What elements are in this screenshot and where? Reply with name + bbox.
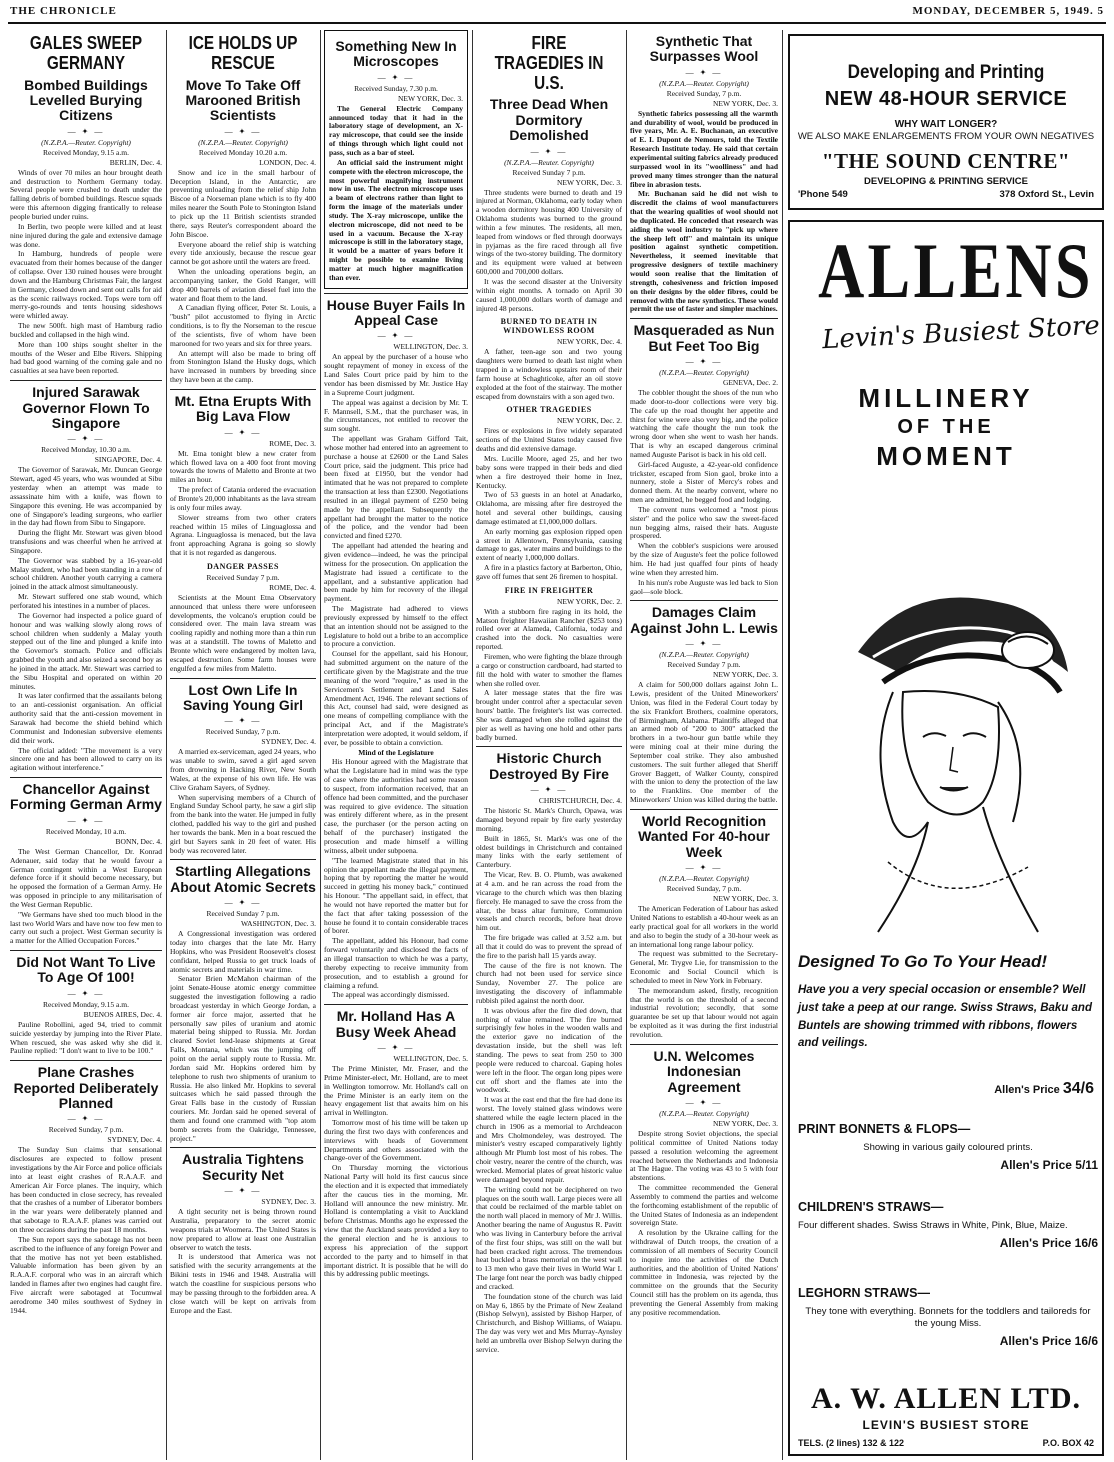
received: Received Sunday, 7 p.m.	[666, 884, 742, 894]
dateline: NEW YORK, Dec. 2.	[557, 416, 622, 426]
column-3: Something New In Microscopes — ✦ — Received Sunday, 7.30 p.m. NEW YORK, Dec. 3. The General Electric Company announced today that it had in the laboratory stage of development, an X-ray microscope, that could see the inside of things through which light could not pass, such as a bar of steel. An official said the instrument might compete with the electron microscope, the most powerful magnifying instrument now in use. The electron microscope uses a beam of electrons rather than light to form the image of the materials under study. The X-ray microscope, unlike the electron microscope, did not need to be used in a vacuum. Because the X-ray microscope is still in the laboratory stage, it would be a matter of years before it might be possible to examine living matter at much higher magnification than ever. House Buyer Fails In Appeal Case — ✦ — WELLINGTON, Dec. 3. An appeal by the purchaser of a house who sought repayment of money in excess of the Land Sales Court price paid by him to the vendor has been dismissed by Mr. Justice Hay in a Supreme Court judgment. The appeal was against a decision by Mr. T. F. Mannsell, S.M., that the purchaser was, in the circumstances, not entitled to recover the sum sought. The appellant was Graham Gifford Tait, whose mother had entered into an agreement to purchase a house at £2600 or the Land Sales Court price, said the judgment. This price had been fixed at £1950, but the vendor had intimated that he was not prepared to complete the transaction at less than £2300. Negotiations resulted in an illegal payment of £250 being made by the appellant. Subsequently the appellant had brought the matter to the notice of the police, and the vendor had been convicted and fined £270. The appellant had attended the hearing and given evidence—indeed, he was the principal witness for the prosecution. On application the Magistrate had issued a certificate to the appellant, and a substantive application had been made by him for recovery of the illegal payment. The Magistrate had adhered to views previously expressed by himself to the effect that an intention should not be assigned to the Legislature to hold out a bribe to an accomplice to procure a conviction. Counsel for the appellant, said his Honour, had submitted argument on the nature of the certificate given by the Magistrate and the true meaning of the word "require," as used in the Servicemen's Settlement and Land Sales Amendment Act, 1946. The relevant sections of this Act, counsel had said, were designed as one means of compelling compliance with the principal Act, and if the Magistrate's interpretation were adopted, it would seldom, if ever, be possible to obtain a conviction. Mind of the Legislature His Honour agreed with the Magistrate that what the Legislature had in mind was the type of case where the authorities had some reason to suspect, from information received, that an offence had been committed, and the purchaser was required to give evidence. The situation was entirely different where, as in the present case, the purchaser (or the person acting on behalf of the purchaser) instigated the prosecution and made himself a willing witness, albeit under subpoena. "The learned Magistrate stated that in his opinion the appellant made the illegal payment, hoping that by reporting the matter he would succeed in getting his money back," continued his Honour. "The appellant said, in effect, that he would not have reported the matter but for the fact that after taking possession of the house he found it to contain considerable traces of borer. The appellant, added his Honour, had come forward voluntarily and disclosed the facts of an illegal transaction to which he was a party, thereby expecting to receive immunity from prosecution, and to establish a ground for claiming a refund. The appeal was accordingly dismissed. Mr. Holland Has A Busy Week Ahead — ✦ — WELLINGTON, Dec. 5. The Prime Minister, Mr. Fraser, and the Prime Minister-elect, Mr. Holland, are to meet in Wellington tomorrow. Mr. Holland's call on the Prime Minister is an early item on the heavy engagement list that awaits him on his arrival in Wellington. Tomorrow most of his time will be taken up during the first two days with conferences and interviews with heads of Government Departments and others associated with the change-over of the Government. On Thursday morning the victorious National Party will hold its first caucus since the election and it is expected that immediately after the caucus ties in the morning, Mr. Holland will announce the new ministry. Mr. Holland is contemplating a visit to Auckland before Christmas. Months ago he expressed the view that the Auckland seats provided a key to the general election and he is anxious to express his appreciation of the support accorded to the party and to himself in that important district. It is possible that he will do this by addressing public meetings.	[324, 30, 468, 1460]
received: Received Monday, 10 a.m.	[45, 826, 127, 836]
subhead: OTHER TRAGEDIES	[506, 405, 592, 415]
column-4: FIRE TRAGEDIES IN U.S. Three Dead When Dormitory Demolished — ✦ — (N.Z.P.A.—Reuter. Copyright) Received Sunday 7 p.m. NEW YORK, Dec. 3. Three students were burned to death and 19 injured at Norman, Oklahoma, early today when a wooden dormitory housing 400 University of Oklahoma students was burned to the ground within a few minutes. The residents, all men, leaped from windows or fled through doorways in pyjamas as the fire raced through all five wings of the two-storey building. The dormitory and its equipment were valued at between 600,000 and 700,000 dollars. It was the second disaster at the University within eight months. A tornado on April 30 caused 1,000,000 dollars worth of damage and injured 48 persons. BURNED TO DEATH IN WINDOWLESS ROOM NEW YORK, Dec. 4. A father, teen-age son and two young daughters were burned to death last night when trapped in a windowless upstairs room of their farm house at Schaghticoke, after an oil stove exploded at the foot of the stairway. The mother escaped from downstairs with a son aged two. OTHER TRAGEDIES NEW YORK, Dec. 2. Fires or explosions in five widely separated sections of the United States today caused five deaths and did extensive damage. Mrs. Lucille Moore, aged 25, and her two baby sons were trapped in their beds and died when a fire destroyed their home in Inez, Kentucky. Two of 53 guests in an hotel at Anadarko, Oklahoma, are missing after fire destroyed the hotel and several other buildings, causing damage estimated at £1,000,000 dollars. An early morning gas explosion ripped open a street in Allentown, Pennsylvania, causing damage to gas, water mains and buildings to the extent of nearly 1,000,000 dollars. A fire in a plastics factory at Barberton, Ohio, gave off fumes that sent 26 firemen to hospital. FIRE IN FREIGHTER NEW YORK, Dec. 2. With a stubborn fire raging in its hold, the Matson freighter Hawaiian Rancher ($253 tons) rolled over at Alameda, California, today and crashed into the dock. No casualties were reported. Firemen, who were fighting the blaze through a cargo or construction cardboard, had started to fill the hold with water to smother the flames when she rolled over. A later message states that the fire was brought under control after a spectacular seven hours' battle. The freighter's list was corrected. She was damaged when she rolled against the pier as well as having one hold and other parts badly burned. Historic Church Destroyed By Fire — ✦ — CHRISTCHURCH, Dec. 4. The historic St. Mark's Church, Opawa, was damaged beyond repair by fire early yesterday morning. Built in 1865, St. Mark's was one of the oldest buildings in Christchurch and contained many links with the early settlement of Canterbury. The Vicar, Rev. B. O. Plumb, was awakened at 4 a.m. and he ran across the road from the vicarage to the church which was then blazing fiercely. He managed to save the cross from the altar, the brass altar furniture, Communion vessels and church records, before heat drove him out. The fire brigade was called at 3.52 a.m. but all that it could do was to prevent the spread of the fire to the parish hall 15 yards away. The cause of the fire is not known. The church had not been used for service since Sunday, November 27. The police are investigating the discovery of inflammable rubbish piled against the north door. It was obvious after the fire died down, that nothing of value remained. The fire burned surprisingly few holes in the wooden walls and the exterior gave no indication of the devastation inside, but the shell was left standing. The pews to seat from 250 to 300 people were reduced to charcoal. Gaping holes were left in the floor. The organ long pipes were cut off short and the flames ate into the woodwork. It was at the east end that the fire had done its worst. The lovely stained glass windows were shattered while the eagle lectern placed in the church in 1906 as a memorial to Archdeacon and Mrs Cholmondeley, was destroyed. The minister's vestry escaped comparatively lightly although Mr Plumb lost most of his robes. The choir vestry, nearer the centre of the church, was wrecked. Memorial plates of great historic value were damaged beyond repair. The writing could not be deciphered on two plaques on the south wall. Large pieces were all that could be reclaimed of the marble tablet on the north wall placed in memory of Mr J. Willis. Another bearing the name of Augustus R. Pavitt who was living in Canterbury before the arrival of the first four ships, was still on the wall but had been cracked right across. The tremendous heat buckled a brass memorial on the west wall to 13 men who gave their lives in World War I. The large font near the porch was badly chipped and cracked. The foundation stone of the church was laid on May 6, 1865 by the Primate of New Zealand (Bishop Selwyn), assisted by Bishop Harper, of Christchurch, and Bishop Williams, of Waiapu. The day was very wet and Mrs Murray-Aynsley held an umbrella over Bishop Selwyn during the service.	[476, 33, 622, 1354]
dateline: WELLINGTON, Dec. 5.	[393, 1053, 468, 1063]
article-body: The cobbler thought the shoes of the nun who made door-to-door collections were very big. The cafe up the road thought her appetite and thirst for wine were also very big, and the police watching the cafe thought the nun took the wrong door when she went to wash her hands. That is why an escaped dangerous criminal named Auguste Parisot is back in his old cell. Girl-faced Auguste, a 42-year-old confidence trickster, escaped from Sion gaol, broke into a nunnery, stole a Sister of Mercy's robes and donned them. At the nearby convent, where no men are admitted, he begged food and lodging. The convent nuns welcomed a "most pious sister" and the police who saw the sweet-faced nun begging alms, raised their hats. Auguste prospered. When the cobbler's suspicions were aroused by the size of Auguste's feet the police followed him. He had just quaffed four pints of heady wine when they arrested him. In his nun's robe Auguste was led back to Sion gaol—sole block.	[630, 387, 778, 596]
dateline: SYDNEY, Dec. 4.	[107, 1135, 162, 1145]
column-1: GALES SWEEP GERMANY Bombed Buildings Levelled Burying Citizens — ✦ — (N.Z.P.A.—Reuter. Copyright) Received Monday, 9.15 a.m. BERLIN, Dec. 4. Winds of over 70 miles an hour brought death and destruction to Northern Germany today. Several people were crushed to death under the falling debris of bombed buildings. Rescue squads were this afternoon digging frantically to release people buried under ruins. In Berlin, two people were killed and at least nine injured during the gale and extensive damage was done. In Hamburg, hundreds of people were evacuated from their homes because of the danger of collapse. Over 130 ruined houses were brought down and the Hamburg Christmas Fair, the largest in Germany, closed down and sent out calls for aid as the scenic railways rocked. Tops were torn off merry-go-rounds and tents housing sideshows were whirled away. The new 500ft. high mast of Hamburg radio buckled and collapsed in the high wind. More than 100 ships sought shelter in the mouths of the Weser and Elbe Rivers. Shipping had bad good warning of the coming gale and no casualties at sea have been reported. Injured Sarawak Governor Flown To Singapore — ✦ — Received Monday, 10.30 a.m. SINGAPORE, Dec. 4. The Governor of Sarawak, Mr. Duncan George Stewart, aged 45 years, who was wounded at Sibu yesterday when an attempt was made to assassinate him with a knife, was flown to Singapore this evening. He was accompanied by one of Singapore's leading surgeons, who earlier in the day had flown from Sibu to Singapore. During the flight Mr. Stewart was given blood transfusions and was cheerful when he arrived at Singapore. The Governor was stabbed by a 16-year-old Malay student, who had been standing in a row of school children. Another youth carrying a camera joined in the attack almost simultaneously. Mr. Stewart suffered one stab wound, which perforated his intestines in a number of places. The Governor had inspected a police guard of honour and was walking slowly along rows of school children when suddenly a Malay youth stepped out of the line and plunged a knife into the Governor's stomach. Police and officials grabbed the youth and also seized a second boy as he joined in the attack. Mr. Stewart was carried to the Sibu Hospital and operated on within 20 minutes. It was later confirmed that the assailants belong to an anti-cessionist organisation. An official authority said that the anti-cession movement in Sarawak had become the shield behind which Communist and Indonesian subversive elements did their work. The official added: "The movement is a very sincere one and has been allowed to carry on its agitation without interference." Chancellor Against Forming German Army — ✦ — Received Monday, 10 a.m. BONN, Dec. 4. The West German Chancellor, Dr. Konrad Adenauer, said today that he would favour a German contingent within a West European defence force if it should become necessary, but he opposed the formation of a German Army. He was opposed in principle to any militarisation of the West German Republic. "We Germans have shed too much blood in the last two World Wars and have now too few men to carry out such a project. West German security is a matter for the Allied Occupation Forces." Did Not Want To Live To Age Of 100! — ✦ — Received Monday, 9.15 a.m. BUENOS AIRES, Dec. 4. Pauline Robollini, aged 94, tried to commit suicide yesterday by jumping into the River Plate. When rescued, she was asked why she did it. Pauline replied: "I don't want to live to be 100." Plane Crashes Reported Deliberately Planned — ✦ — Received Sunday, 7 p.m. SYDNEY, Dec. 4. The Sunday Sun claims that sensational disclosures are expected to follow present investigations by the Air Force and police officials into at least eight crashes of R.A.A.F. and American Air Force planes. The inquiry, which has been conducted in close secrecy, has revealed that the crashes of a number of Liberator bombers in the war years were deliberately planned and that sabotage to R.A.A.F. planes was carried out on three occasions during the past 18 months. The Sun report says the sabotage has not been ascribed to the influence of any foreign Power and that the motive has not yet been established. Valuable information has been given by an R.A.A.F. corporal who was in an aircraft which landed in flames after two engines had caught fire. Five aircraft were sabotaged at Tocumwal aerodrome 340 miles southwest of Sydney in 1944.	[10, 33, 162, 1315]
millinery-title: MILLINERY OF THE MOMENT	[858, 383, 1034, 471]
sound-centre-ad	[788, 34, 1104, 210]
article-body: With a stubborn fire raging in its hold, the Matson freighter Hawaiian Rancher ($253 tons) rolled over at Alameda, California, today and crashed into the dock. No casualties were reported. Firemen, who were fighting the blaze through a cargo or construction cardboard, had started to fill the hold with water to smother the flames when she rolled over. A later message states that the fire was brought under control after a spectacular seven hours' battle. The freighter's list was corrected. She was damaged when she rolled against the pier as well as having one hold and other parts badly burned.	[476, 606, 622, 742]
dateline: WASHINGTON, Dec. 3.	[240, 919, 316, 929]
hat-woman-illustration	[798, 522, 1098, 942]
article-body: Mt. Etna tonight blew a new crater from which flowed lava on a 400 foot front moving towards the towns of Maletto and Bronte at two miles an hour. The prefect of Catania ordered the evacuation of Bronte's 20,000 inhabitants as the lava stream is only four miles away. Slower streams from two other craters reached within 15 miles of Linguaglossa and Agrana. Linguaglossa is menaced, but the lava front approaching Agrana is going so slowly that it is not regarded as dangerous.	[170, 448, 316, 558]
article-body: The Governor of Sarawak, Mr. Duncan George Stewart, aged 45 years, who was wounded at Sibu yesterday when an attempt was made to assassinate him with a knife, was flown to Singapore this evening. He was accompanied by one of Singapore's leading surgeons, who earlier in the day had flown from Sibu to Singapore. During the flight Mr. Stewart was given blood transfusions and was cheerful when he arrived at Singapore. The Governor was stabbed by a 16-year-old Malay student, who had been standing in a row of school children. Another youth carrying a camera joined in the attack almost simultaneously. Mr. Stewart suffered one stab wound, which perforated his intestines in a number of places. The Governor had inspected a police guard of honour and was walking slowly along rows of school children when suddenly a Malay youth stepped out of the line and plunged a knife into the Governor's stomach. Police and officials grabbed the youth and also seized a second boy as he joined in the attack. Mr. Stewart was carried to the Sibu Hospital and operated on within 20 minutes. It was later confirmed that the assailants belong to an anti-cessionist organisation. An official authority said that the anti-cession movement in Sarawak had become the shield behind which Communist and Indonesian subversive elements did their work. The official added: "The movement is a very sincere one and has been allowed to carry on its agitation without interference."	[10, 465, 162, 773]
headline: Did Not Want To Live To Age Of 100!	[16, 954, 156, 986]
company-name: A. W. ALLEN LTD.	[810, 1382, 1081, 1415]
ad-question: WHY WAIT LONGER?	[894, 119, 998, 130]
article-body: A Congressional investigation was ordered today into charges that the late Mr. Harry Hopkins, who was President Roosevelt's closest confidant, helped Russia to get truck loads of atomic secrets and materials in war time. Senator Brien McMahon chairman of the joint Senate-House atomic energy committee suggested the investigation following a radio broadcast yesterday in which George Jordan, a former air force major, asserted that he personally saw piles of uranium and atomic material being shipped to Russia. Mr. Jordan cleared Soviet lend-lease shipments at Great Falls, Montana, which was the jumping off point on the aerial supply route to Russia. Mr. Jordan said Mr. Hopkins ordered him by telephone to rush two shipments of uranium to Russia. He also linked Mr. Hopkins to several suitcases which he said passed through the Great Falls base in the custody of Russian couriers. Mr. Jordan said he opened several of them and found one crammed with "top atom bomb secrets from the Oakridge, Tennessee, project."	[170, 929, 316, 1143]
article-body: The West German Chancellor, Dr. Konrad Adenauer, said today that he would favour a German contingent within a West European defence force if it should become necessary, but he opposed the formation of a German Army. He was opposed in principle to any militarisation of the West German Republic. "We Germans have shed too much blood in the last two World Wars and have now too few men to carry out such a project. West German security is a matter for the Allied Occupation Forces."	[10, 846, 162, 946]
article-body: Scientists at the Mount Etna Observatory announced that unless there were unforeseen developments, the volcano's eruption could be considered over. The main lava stream was cooling rapidly and nothing more than a thin run was at a standstill. The towns of Maletto and Bronte which were endangered by molten lava, escaped destruction. Some farm houses were engulfed a few miles from Maletto.	[170, 592, 316, 673]
dateline: NEW YORK, Dec. 3.	[713, 670, 778, 680]
dateline: SYDNEY, Dec. 3.	[261, 1197, 316, 1207]
dateline: NEW YORK, Dec. 2.	[557, 596, 622, 606]
dateline: ROME, Dec. 4.	[269, 582, 316, 592]
po-box: P.O. BOX 42	[1042, 1438, 1094, 1448]
date-page: MONDAY, DECEMBER 5, 1949. 5	[912, 5, 1104, 17]
dateline: GENEVA, Dec. 2.	[722, 377, 778, 387]
article-body: The American Federation of Labour has asked United Nations to establish a 40-hour week as an early practical goal for all workers in the world and also to begin the study of a 30-hour week as an international long range labour policy. The request was submitted to the Secretary-General, Mr. Trygve Lie, for transmission to the Economic and Social Council which is scheduled to meet in New York in February. The memorandum asked, firstly, recognition that the world is on the threshold of a second industrial revolution; secondly, that some guarantee be set up that labour would not again be exploited as it was during the first industrial revolution.	[630, 904, 778, 1039]
subheadline: Bombed Buildings Levelled Burying Citizens	[24, 76, 148, 124]
ad-intro: Have you a very special occasion or ensemble? Well just take a peep at our range. Swiss Straws, Baku and Buntels are showing trimmed with ribbons, flowers and veilings.	[798, 984, 1092, 1050]
dateline: LONDON, Dec. 4.	[259, 157, 316, 167]
article-body: Three students were burned to death and 19 injured at Norman, Oklahoma, early today when a wooden dormitory housing 400 University of Oklahoma students was burned to the ground within a few minutes. The residents, all men, leaped from windows or fled through doorways in pyjamas as the fire raced through all five wings of the two-storey building. The dormitory and its equipment were valued at between 600,000 and 700,000 dollars. It was the second disaster at the University within eight months. A tornado on April 30 caused 1,000,000 dollars worth of damage and injured 48 persons.	[476, 187, 622, 313]
company-tagline: LEVIN'S BUSIEST STORE	[862, 1418, 1030, 1432]
headline: Historic Church Destroyed By Fire	[489, 750, 609, 782]
ad-service: DEVELOPING & PRINTING SERVICE	[864, 175, 1028, 187]
dateline: NEW YORK, Dec. 3.	[713, 98, 778, 108]
store-tagline: Levin's Busiest Store	[821, 310, 1101, 356]
column-rule	[626, 30, 627, 1460]
dateline: CHRISTCHURCH, Dec. 4.	[538, 796, 622, 806]
subheadline: Three Dead When Dormitory Demolished	[489, 96, 609, 144]
received: Received Monday 10.20 a.m.	[198, 147, 288, 157]
credit: (N.Z.P.A.—Reuter. Copyright)	[659, 874, 749, 884]
article-body: Synthetic fabrics possessing all the warmth and durability of wool, would be produced in five years, Mr. A. E. Buchanan, an executive of E. I. Dupont de Nemours, told the Textile Research Institute today. He said that certain experimental suiting fabrics already produced surpassed wool in its "woolliness" and had proved many times stronger than the natural fibre in abrasion tests. Mr. Buchanan said he did not wish to discredit the claims of wool manufacturers that the wearing qualities of wool should not be duplicated. He conceded that research was aiding the wool industry to "pick up where the sheep left off" and maintain its unique position against synthetic competition. Nevertheless, it seemed inevitable that progressive designers of textile machinery would soon realise that the limitation of strength, cohesiveness and friction imposed on their designs by the older fibres, could be removed with the new synthetics. These would permit the use of faster and simpler machines.	[630, 108, 778, 314]
headline: Mr. Holland Has A Busy Week Ahead	[335, 1008, 457, 1040]
dateline: NEW YORK, Dec. 4.	[557, 337, 622, 347]
subhead: FIRE IN FREIGHTER	[504, 585, 594, 595]
article-body: The Prime Minister, Mr. Fraser, and the Prime Minister-elect, Mr. Holland, are to meet in Wellington tomorrow. Mr. Holland's call on the Prime Minister is an early item on the heavy engagement list that awaits him on his arrival in Wellington. Tomorrow most of his time will be taken up during the first two days with conferences and interviews with heads of Government Departments and others associated with the change-over of the Government. On Thursday morning the victorious National Party will hold its first caucus since the election and it is expected that immediately after the caucus ties in the morning, Mr. Holland will announce the new ministry. Mr. Holland is contemplating a visit to Auckland before Christmas. Months ago he expressed the view that the Auckland seats provided a key to the general election and he is anxious to express his appreciation of the support accorded to the party and to himself in that important district. It is possible that he will do this by addressing public meetings.	[324, 1063, 468, 1279]
received: Received Sunday, 7 p.m.	[666, 88, 742, 98]
boxed-article: Something New In Microscopes — ✦ — Received Sunday, 7.30 p.m. NEW YORK, Dec. 3. The General Electric Company announced today that it had in the laboratory stage of development, an X-ray microscope, that could see the inside of things through which light could not pass, such as a bar of steel. An official said the instrument might compete with the electron microscope, the most powerful magnifying instrument now in use. The electron microscope uses a beam of electrons rather than light to form the image of the materials under study. The X-ray microscope, unlike the electron microscope, did not need to be used in a vacuum. Because the X-ray microscope is still in the laboratory stage, it would be a matter of years before it might be possible to examine living matter at much higher magnification than ever.	[324, 30, 468, 289]
headline: Plane Crashes Reported Deliberately Planned	[13, 1064, 159, 1112]
headline: Chancellor Against Forming German Army	[10, 781, 162, 813]
headline: Australia Tightens Security Net	[182, 1151, 304, 1183]
childrens-straws-section: CHILDREN'S STRAWS— Four different shades. Swiss Straws in White, Pink, Blue, Maize. Allen's Price 16/6	[798, 1200, 1098, 1250]
dateline: ROME, Dec. 3.	[269, 438, 316, 448]
received: Received Sunday 7 p.m.	[206, 572, 280, 582]
ad-heading: Developing and Printing	[847, 62, 1045, 83]
ad-address: 378 Oxford St., Levin	[999, 189, 1094, 200]
headline: Masqueraded as Nun But Feet Too Big	[633, 322, 775, 354]
dateline: BUENOS AIRES, Dec. 4.	[83, 1009, 162, 1019]
dateline: NEW YORK, Dec. 3.	[557, 177, 622, 187]
column-rule	[166, 30, 167, 1460]
received: Received Sunday 7 p.m.	[667, 660, 741, 670]
credit: (N.Z.P.A.—Reuter. Copyright)	[659, 78, 749, 88]
article-body: The General Electric Company announced today that it had in the laboratory stage of development, an X-ray microscope, that could see the inside of things through which light could not pass, such as a bar of steel. An official said the instrument might compete with the electron microscope, the most powerful magnifying instrument now in use. The electron microscope uses a beam of electrons rather than light to form the image of the materials under study. The X-ray microscope, unlike the electron microscope, did not need to be used in a vacuum. Because the X-ray microscope is still in the laboratory stage, it would be a matter of years before it might be possible to examine living matter at much higher magnification than ever.	[329, 103, 463, 282]
article-body: A tight security net is being thrown round Australia, preparatory to the secret atomic weapons trials at Woomera. The United States is now prepared to allow at least one Australian observer to watch the tests. It is understood that America was not satisfied with the security arrangements at the Bikini tests in 1946 and 1948. Australia will watch the coastline for suspicious persons who may be passing through to the forbidden area. A close watch will be kept on arrivals from Europe and the East.	[170, 1207, 316, 1315]
article-body: A father, teen-age son and two young daughters were burned to death last night when trapped in a windowless upstairs room of their farm house at Schaghticoke, after an oil stove exploded at the foot of the stairway. The mother escaped from downstairs with a son aged two.	[476, 347, 622, 401]
article-body: The historic St. Mark's Church, Opawa, was damaged beyond repair by fire early yesterday morning. Built in 1865, St. Mark's was one of the oldest buildings in Christchurch and contained many links with the early settlement of Canterbury. The Vicar, Rev. B. O. Plumb, was awakened at 4 a.m. and he ran across the road from the vicarage to the church which was then blazing fiercely. He managed to save the cross from the altar, the brass altar furniture, Communion vessels and church records, before heat drove him out. The fire brigade was called at 3.52 a.m. but all that it could do was to prevent the spread of the fire to the parish hall 15 yards away. The cause of the fire is not known. The church had not been used for service since Sunday, November 27. The police are investigating the discovery of inflammable rubbish piled against the north door. It was obvious after the fire died down, that nothing of value remained. The fire burned surprisingly few holes in the wooden walls and the exterior gave no indication of the devastation inside, but the shell was left standing. The pews to seat from 250 to 300 people were reduced to charcoal. Gaping holes were left in the floor. The organ long pipes were cut off short and the flames ate into the woodwork. It was at the east end that the fire had done its worst. The lovely stained glass windows were shattered while the eagle lectern placed in the church in 1906 as a memorial to Archdeacon and Mrs Cholmondeley, was destroyed. The minister's vestry escaped comparatively lightly although Mr Plumb lost most of his robes. The choir vestry, nearer the centre of the church, was wrecked. Memorial plates of great historic value were damaged beyond repair. The writing could not be deciphered on two plaques on the south wall. Large pieces were all that could be reclaimed of the marble tablet on the north wall placed in memory of Mr J. Willis. Another bearing the name of Augustus R. Pavitt who was living in Canterbury before the arrival of the first four ships, was still on the wall but had been cracked right across. The tremendous heat buckled a brass memorial on the west wall to 13 men who gave their lives in World War I. The large font near the porch was badly chipped and cracked. The foundation stone of the church was laid on May 6, 1865 by the Primate of New Zealand (Bishop Selwyn), assisted by Bishop Harper, of Christchurch, and Bishop Williams, of Waiapu. The day was very wet and Mrs Murray-Aynsley held an umbrella over Bishop Selwyn during the service.	[476, 806, 622, 1354]
headline: Mt. Etna Erupts With Big Lava Flow	[174, 393, 312, 425]
ad-subheading: NEW 48-HOUR SERVICE	[824, 88, 1068, 110]
column-rule	[782, 30, 783, 1460]
dateline: WELLINGTON, Dec. 3.	[393, 342, 468, 352]
received: Received Sunday 7 p.m.	[512, 167, 586, 177]
main-price: Allen's Price 34/6	[994, 1080, 1094, 1097]
dateline: SINGAPORE, Dec. 4.	[94, 455, 162, 465]
credit: (N.Z.P.A.—Reuter. Copyright)	[41, 137, 131, 147]
subhead: BURNED TO DEATH IN WINDOWLESS ROOM	[500, 317, 598, 336]
column-2: ICE HOLDS UP RESCUE Move To Take Off Marooned British Scientists — ✦ — (N.Z.P.A.—Reuter. Copyright) Received Monday 10.20 a.m. LONDON, Dec. 4. Snow and ice in the small harbour of Deception Island, in the Antarctic, are preventing unloading from the relief ship John Biscoe of a Norseman plane which is to fly 400 miles nearer the South Pole to Stonington Island to pick up the 11 British scientists stranded there, says Reuter's correspondent aboard the John Biscoe. Everyone aboard the relief ship is watching every tide anxiously, because the rescue gear cannot be got ashore until the waters are freed. When the unloading operations begin, an accompanying tanker, the Gold Ranger, will drop 400 barrels of aviation diesel fuel into the water and float them to the land. A Canadian flying officer, Peter St. Louis, a "bush" pilot accustomed to flying in Arctic conditions, is to fly the Norseman to the rescue of the scientists, five of whom have been marooned for two years and six for three years. An attempt will also be made to bring off from Stonington Island the Husky dogs, which have increased in numbers by breeding since they have been at the camp. Mt. Etna Erupts With Big Lava Flow — ✦ — ROME, Dec. 3. Mt. Etna tonight blew a new crater from which flowed lava on a 400 foot front moving towards the towns of Maletto and Bronte at two miles an hour. The prefect of Catania ordered the evacuation of Bronte's 20,000 inhabitants as the lava stream is only four miles away. Slower streams from two other craters reached within 15 miles of Linguaglossa and Agrana. Linguaglossa is menaced, but the lava front approaching Agrana is going so slowly that it is not regarded as dangerous. DANGER PASSES Received Sunday 7 p.m. ROME, Dec. 4. Scientists at the Mount Etna Observatory announced that unless there were unforeseen developments, the volcano's eruption could be considered over. The main lava stream was cooling rapidly and nothing more than a thin run was at a standstill. The towns of Maletto and Bronte which were endangered by molten lava, escaped destruction. Some farm houses were engulfed a few miles from Maletto. Lost Own Life In Saving Young Girl — ✦ — Received Sunday, 7 p.m. SYDNEY, Dec. 4. A married ex-serviceman, aged 24 years, who was unable to swim, saved a girl aged seven from drowning in Hacking River, New South Wales, at the expense of his own life. He was Clive Graham Sayers, of Sydney. When supervising members of a Church of England Sunday School party, he saw a girl slip from the bank into the water. He jumped in fully clothed, paddled his way to the girl and pushed her towards the bank. Men in a boat rescued the girl but Sayers sank in 20 feet of water. His body was recovered later. Startling Allegations About Atomic Secrets — ✦ — Received Sunday 7 p.m. WASHINGTON, Dec. 3. A Congressional investigation was ordered today into charges that the late Mr. Harry Hopkins, who was President Roosevelt's closest confidant, helped Russia to get truck loads of atomic secrets and materials in war time. Senator Brien McMahon chairman of the joint Senate-House atomic energy committee suggested the investigation following a radio broadcast yesterday in which George Jordan, a former air force major, asserted that he personally saw piles of uranium and atomic material being shipped to Russia. Mr. Jordan cleared Soviet lend-lease shipments at Great Falls, Montana, which was the jumping off point on the aerial supply route to Russia. Mr. Jordan said Mr. Hopkins ordered him by telephone to rush two shipments of uranium to Russia. He also linked Mr. Hopkins to several suitcases which he said passed through the Great Falls base in the custody of Russian couriers. Mr. Jordan said he opened several of them and found one crammed with "top atom bomb secrets from the Oakridge, Tennessee, project." Australia Tightens Security Net — ✦ — SYDNEY, Dec. 3. A tight security net is being thrown round Australia, preparatory to the secret atomic weapons trials at Woomera. The United States is now prepared to allow at least one Australian observer to watch the tests. It is understood that America was not satisfied with the security arrangements at the Bikini tests in 1946 and 1948. Australia will watch the coastline for suspicious persons who may be passing through to the forbidden area. A close watch will be kept on arrivals from Europe and the East.	[170, 33, 316, 1315]
headline: Startling Allegations About Atomic Secrets	[170, 863, 316, 895]
headline: U.N. Welcomes Indonesian Agreement	[653, 1047, 755, 1095]
credit: (N.Z.P.A.—Reuter. Copyright)	[504, 157, 594, 167]
dateline: NEW YORK, Dec. 3.	[713, 1118, 778, 1128]
headline: ICE HOLDS UP RESCUE	[188, 33, 298, 73]
advertisement-column	[786, 30, 1106, 1460]
leghorn-straws-section: LEGHORN STRAWS— They tone with everything. Bonnets for the toddlers and tailoreds for the young Miss. Allen's Price 16/6	[798, 1286, 1098, 1348]
article-body: The Sunday Sun claims that sensational disclosures are expected to follow present investigations by the Air Force and police officials into at least eight crashes of R.A.A.F. and American Air Force planes. The inquiry, which has been conducted in close secrecy, has revealed that the crashes of a number of Liberator bombers in the war years were deliberately planned and that sabotage to R.A.A.F. planes was carried out on three occasions during the past 18 months. The Sun report says the sabotage has not been ascribed to the influence of any foreign Power and that the motive has not yet been established. Valuable information has been given by an R.A.A.F. corporal who was in an aircraft which landed in flames after two engines had caught fire. Five aircraft were sabotaged at Tocumwal aerodrome 340 miles southwest of Sydney in 1944.	[10, 1145, 162, 1315]
headline: Synthetic That Surpasses Wool	[649, 33, 759, 65]
paper-name: THE CHRONICLE	[10, 5, 117, 17]
allens-logo: ALLENS	[818, 227, 1094, 314]
subhead: DANGER PASSES	[207, 561, 279, 571]
article-body: Despite strong Soviet objections, the special political committee of United Nations today passed a resolution welcoming the agreement reached between the Netherlands and Indonesia at The Hague. The voting was 43 to 5 with four abstentions. The committee recommended the General Assembly to commend the parties and welcome the forthcoming establishment of the republic of the United States of Indonesia as an independent sovereign State. A resolution by the Ukraine calling for the withdrawal of Dutch troops, the creation of a commission of all members of Security Council to inquire into the activities of the Dutch authorities, and the abolition of United Nations' committee in Indonesia, was rejected by the committee on the grounds that the Security Council still has the problem on its agenda, thus preventing the General Assembly from making any positive recommendation.	[630, 1128, 778, 1317]
column-rule	[472, 30, 473, 1460]
telephone: TELS. (2 lines) 132 & 122	[798, 1438, 905, 1448]
received: Received Sunday, 7 p.m.	[205, 727, 281, 737]
article-body: An appeal by the purchaser of a house who sought repayment of money in excess of the Land Sales Court price paid by him to the vendor has been dismissed by Mr. Justice Hay in a Supreme Court judgment. The appeal was against a decision by Mr. T. F. Mannsell, S.M., that the purchaser was, in the circumstances, not entitled to recover the sum sought. The appellant was Graham Gifford Tait, whose mother had entered into an agreement to purchase a house at £2600 or the Land Sales Court price, said the judgment. This price had been fixed at £1950, but the vendor had intimated that he was not prepared to complete the transaction at less than £2300. Negotiations resulted in an illegal payment of £250 being made by the appellant. Subsequently the appellant had brought the matter to the notice of the police, and the vendor had been convicted and fined £270. The appellant had attended the hearing and given evidence—indeed, he was the principal witness for the prosecution. On application the Magistrate had issued a certificate to the appellant, and a substantive application had been made by him for recovery of the illegal payment. The Magistrate had adhered to views previously expressed by himself to the effect that an intention should not be assigned to the Legislature to hold out a bribe to an accomplice to procure a conviction. Counsel for the appellant, said his Honour, had submitted argument on the nature of the certificate given by the Magistrate and the true meaning of the word "require," as used in the Servicemen's Settlement and Land Sales Amendment Act, 1946. The relevant sections of this Act, counsel had said, were designed as one means of compelling compliance with the principal Act, and if the Magistrate's interpretation were adopted, it would seldom, if ever, be possible to obtain a conviction. Mind of the Legislature His Honour agreed with the Magistrate that what the Legislature had in mind was the type of case where the authorities had some reason to suspect, from information received, that an offence had been committed, and the purchaser was required to give evidence. The situation was entirely different where, as in the present case, the purchaser (or the person acting on behalf of the purchaser) instigated the prosecution and made himself a willing witness, albeit under subpoena. "The learned Magistrate stated that in his opinion the appellant made the illegal payment, hoping that by reporting the matter he would succeed in getting his money back," continued his Honour. "The appellant said, in effect, that he would not have reported the matter but for the fact that after taking possession of the house he found it to contain considerable traces of borer. The appellant, added his Honour, had come forward voluntarily and disclosed the facts of an illegal transaction to which he was a party, thereby expecting to receive immunity from prosecution, and to establish a ground for claiming a refund. The appeal was accordingly dismissed.	[324, 352, 468, 1000]
article-body: A claim for 500,000 dollars against John L. Lewis, president of the United Mineworkers' Union, was filed in the Federal Court today by the six Frankfort Brothers, coalmine operators, of Birmingham, Alabama. Plaintiffs alleged that an armed mob of "200 to 300" attacked the brothers in a two-hour gun battle while they were mining coal at their mine during the September coal strike. They also ambushed customers. The suit further alleged that Sheriff Grover Baggett, of Walker County, conspired with the union to deny the protection of the law to the Franklins. One member of the Mineworkers' Union was killed during the battle.	[630, 680, 778, 805]
ad-headline: Designed To Go To Your Head!	[798, 952, 1048, 971]
headline: Damages Claim Against John L. Lewis	[630, 604, 778, 636]
headline: FIRE TRAGEDIES IN U.S.	[494, 33, 604, 93]
dateline: BERLIN, Dec. 4.	[109, 157, 162, 167]
dateline: BONN, Dec. 4.	[115, 836, 162, 846]
credit: (N.Z.P.A.—Reuter. Copyright)	[659, 1108, 749, 1118]
received: Received Sunday, 7.30 p.m.	[354, 83, 438, 93]
article-body: Fires or explosions in five widely separated sections of the United States today caused five deaths and did extensive damage. Mrs. Lucille Moore, aged 25, and her two baby sons were trapped in their beds and died when a fire destroyed their home in Inez, Kentucky. Two of 53 guests in an hotel at Anadarko, Oklahoma, are missing after fire destroyed the hotel and several other buildings, causing damage estimated at £1,000,000 dollars. An early morning gas explosion ripped open a street in Allentown, Pennsylvania, causing damage to gas, water mains and buildings to the extent of nearly 1,000,000 dollars. A fire in a plastics factory at Barberton, Ohio, gave off fumes that sent 26 firemen to hospital.	[476, 426, 622, 581]
received: Received Monday, 9.15 a.m.	[43, 147, 129, 157]
ad-enlargements: WE ALSO MAKE ENLARGEMENTS FROM YOUR OWN NEGATIVES	[797, 131, 1095, 142]
ad-phone: 'Phone 549	[798, 189, 848, 200]
dateline: NEW YORK, Dec. 3.	[713, 894, 778, 904]
credit: (N.Z.P.A.—Reuter. Copyright)	[659, 367, 749, 377]
article-body: A married ex-serviceman, aged 24 years, who was unable to swim, saved a girl aged seven from drowning in Hacking River, New South Wales, at the expense of his own life. He was Clive Graham Sayers, of Sydney. When supervising members of a Church of England Sunday School party, he saw a girl slip from the bank into the water. He jumped in fully clothed, paddled his way to the girl and pushed her towards the bank. Men in a boat rescued the girl but Sayers sank in 20 feet of water. His body was recovered later.	[170, 747, 316, 855]
headline: Lost Own Life In Saving Young Girl	[182, 681, 304, 713]
column-rule	[320, 30, 321, 1460]
credit: (N.Z.P.A.—Reuter. Copyright)	[198, 137, 288, 147]
received: Received Sunday 7 p.m.	[206, 909, 280, 919]
dateline: SYDNEY, Dec. 4.	[261, 737, 316, 747]
article-body: Winds of over 70 miles an hour brought death and destruction to Northern Germany today. Several people were crushed to death under the falling debris of bombed buildings. Rescue squads were this afternoon digging frantically to release people buried under ruins. In Berlin, two people were killed and at least nine injured during the gale and extensive damage was done. In Hamburg, hundreds of people were evacuated from their homes because of the danger of collapse. Over 130 ruined houses were brought down and the Hamburg Christmas Fair, the largest in Germany, closed down and sent out calls for aid as the scenic railways rocked. Tops were torn off merry-go-rounds and tents housing sideshows were whirled away. The new 500ft. high mast of Hamburg radio buckled and collapsed in the high wind. More than 100 ships sought shelter in the mouths of the Weser and Elbe Rivers. Shipping had bad good warning of the coming gale and no casualties at sea have been reported.	[10, 167, 162, 376]
subheadline: Move To Take Off Marooned British Scientists	[185, 76, 301, 124]
ornament: — ✦ —	[67, 126, 105, 136]
headline: World Recognition Wanted For 40-hour Week	[638, 812, 770, 860]
dateline: NEW YORK, Dec. 3.	[398, 93, 463, 103]
masthead	[8, 2, 1106, 24]
headline: Injured Sarawak Governor Flown To Singapore	[22, 384, 150, 431]
column-5: Synthetic That Surpasses Wool — ✦ — (N.Z.P.A.—Reuter. Copyright) Received Sunday, 7 p.m. NEW YORK, Dec. 3. Synthetic fabrics possessing all the warmth and durability of wool, would be produced in five years, Mr. A. E. Buchanan, an executive of E. I. Dupont de Nemours, told the Textile Research Institute today. He said that certain experimental suiting fabrics already produced surpassed wool in its "woolliness" and had proved many times stronger than the natural fibre in abrasion tests. Mr. Buchanan said he did not wish to discredit the claims of wool manufacturers that the wearing qualities of wool should not be duplicated. He conceded that research was aiding the wool industry to "pick up where the sheep left off" and maintain its unique position against synthetic competition. Nevertheless, it seemed inevitable that progressive designers of textile machinery would soon realise that the limitation of strength, cohesiveness and friction imposed on their designs by the older fibres, could be removed with the new synthetics. These would permit the use of faster and simpler machines. Masqueraded as Nun But Feet Too Big — ✦ — (N.Z.P.A.—Reuter. Copyright) GENEVA, Dec. 2. The cobbler thought the shoes of the nun who made door-to-door collections were very big. The cafe up the road thought her appetite and thirst for wine were also very big, and the police watching the cafe thought the nun took the wrong door when she went to wash her hands. That is why an escaped dangerous criminal named Auguste Parisot is back in his old cell. Girl-faced Auguste, a 42-year-old confidence trickster, escaped from Sion gaol, broke into a nunnery, stole a Sister of Mercy's robes and donned them. At the nearby convent, where no men are admitted, he begged food and lodging. The convent nuns welcomed a "most pious sister" and the police who saw the sweet-faced nun begging alms, raised their hats. Auguste prospered. When the cobbler's suspicions were aroused by the size of Auguste's feet the police followed him. He had just quaffed four pints of heady wine when they arrested him. In his nun's robe Auguste was led back to Sion gaol—sole block. Damages Claim Against John L. Lewis — ✦ — (N.Z.P.A.—Reuter. Copyright) Received Sunday 7 p.m. NEW YORK, Dec. 3. A claim for 500,000 dollars against John L. Lewis, president of the United Mineworkers' Union, was filed in the Federal Court today by the six Frankfort Brothers, coalmine operators, of Birmingham, Alabama. Plaintiffs alleged that an armed mob of "200 to 300" attacked the brothers in a two-hour gun battle while they were mining coal at their mine during the September coal strike. They also ambushed customers. The suit further alleged that Sheriff Grover Baggett, of Walker County, conspired with the union to deny the protection of the law to the Franklins. One member of the Mineworkers' Union was killed during the battle. World Recognition Wanted For 40-hour Week — ✦ — (N.Z.P.A.—Reuter. Copyright) Received Sunday, 7 p.m. NEW YORK, Dec. 3. The American Federation of Labour has asked United Nations to establish a 40-hour week as an early practical goal for all workers in the world and also to begin the study of a 30-hour week as an international long range labour policy. The request was submitted to the Secretary-General, Mr. Trygve Lie, for transmission to the Economic and Social Council which is scheduled to meet in New York in February. The memorandum asked, firstly, recognition that the world is on the threshold of a second industrial revolution; secondly, that some guarantee be set up that labour would not again be exploited as it was during the first industrial revolution. U.N. Welcomes Indonesian Agreement — ✦ — (N.Z.P.A.—Reuter. Copyright) NEW YORK, Dec. 3. Despite strong Soviet objections, the special political committee of United Nations today passed a resolution welcoming the agreement reached between the Netherlands and Indonesia at The Hague. The voting was 43 to 5 with four abstentions. The committee recommended the General Assembly to commend the parties and welcome the forthcoming establishment of the republic of the United States of Indonesia as an independent sovereign State. A resolution by the Ukraine calling for the withdrawal of Dutch troops, the creation of a commission of all members of Security Council to inquire into the activities of the Dutch authorities, and the abolition of United Nations' committee in Indonesia, was rejected by the committee on the grounds that the Security Council still has the problem on its agenda, thus preventing the General Assembly from making any positive recommendation.	[630, 33, 778, 1317]
received: Received Monday, 10.30 a.m.	[41, 445, 131, 455]
headline: Something New In Microscopes	[335, 38, 457, 70]
received: Received Sunday, 7 p.m.	[48, 1125, 124, 1135]
headline: GALES SWEEP GERMANY	[29, 33, 143, 73]
received: Received Monday, 9.15 a.m.	[43, 999, 129, 1009]
article-body: Snow and ice in the small harbour of Deception Island, in the Antarctic, are preventing unloading from the relief ship John Biscoe of a Norseman plane which is to fly 400 miles nearer the South Pole to Stonington Island to pick up the 11 British scientists stranded there, says Reuter's correspondent aboard the John Biscoe. Everyone aboard the relief ship is watching every tide anxiously, because the rescue gear cannot be got ashore until the waters are freed. When the unloading operations begin, an accompanying tanker, the Gold Ranger, will drop 400 barrels of aviation diesel fuel into the water and float them to the land. A Canadian flying officer, Peter St. Louis, a "bush" pilot accustomed to flying in Arctic conditions, is to fly the Norseman to the rescue of the scientists, five of whom have been marooned for two years and six for three years. An attempt will also be made to bring off from Stonington Island the Husky dogs, which have increased in numbers by breeding since they have been at the camp.	[170, 167, 316, 385]
article-body: Pauline Robollini, aged 94, tried to commit suicide yesterday by jumping into the River Plate. When rescued, she was asked why she did it. Pauline replied: "I don't want to live to be 100."	[10, 1019, 162, 1056]
headline: House Buyer Fails In Appeal Case	[326, 296, 466, 329]
allens-millinery-ad	[788, 220, 1104, 1456]
credit: (N.Z.P.A.—Reuter. Copyright)	[659, 650, 749, 660]
print-bonnets-section: PRINT BONNETS & FLOPS— Showing in various gaily coloured prints. Allen's Price 5/11	[798, 1122, 1098, 1172]
ad-business-name: "THE SOUND CENTRE"	[821, 148, 1071, 173]
